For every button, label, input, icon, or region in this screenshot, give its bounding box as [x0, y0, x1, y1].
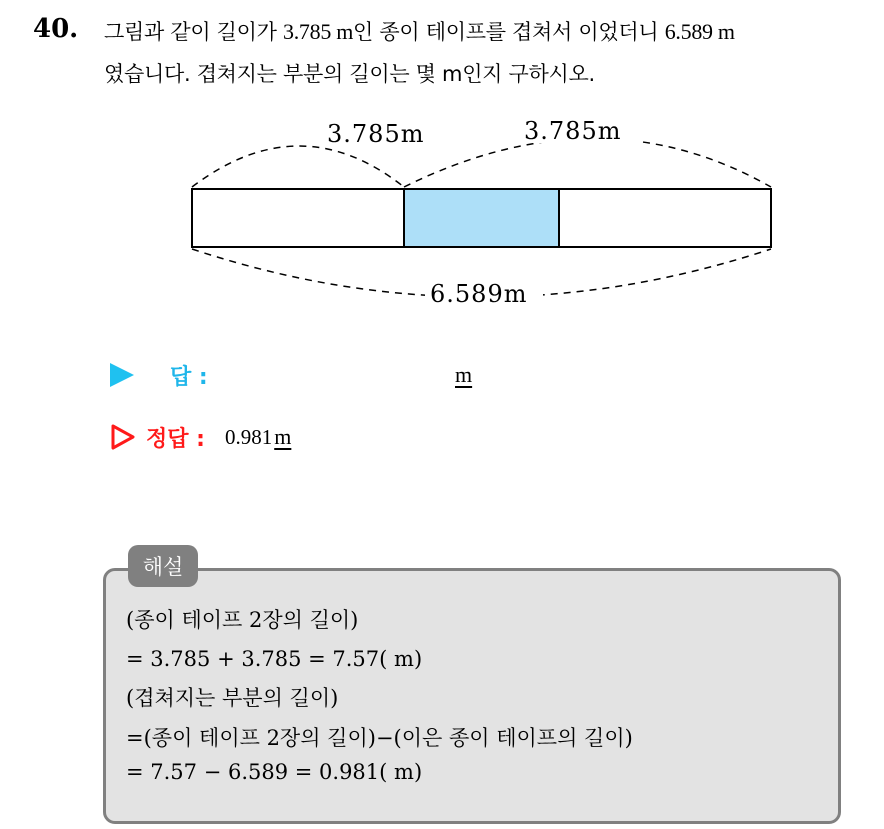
question-number: 40. — [33, 14, 79, 44]
right-tape-length-arc — [404, 139, 771, 188]
answer-unit: m — [455, 362, 473, 387]
explanation-line: = 7.57 − 6.589 = 0.981( m) — [126, 760, 423, 784]
solution-unit: m — [274, 424, 292, 449]
overlap-section — [404, 189, 559, 247]
question-text-part: 인 종이 테이프를 겹쳐서 이었더니 — [353, 20, 665, 44]
total-length-value: 6.589 m — [664, 19, 735, 44]
explanation-tag: 해설 — [128, 545, 198, 587]
explanation-line: (겹쳐지는 부분의 길이) — [126, 686, 339, 710]
explanation-line: =(종이 테이프 2장의 길이)−(이은 종이 테이프의 길이) — [126, 726, 633, 750]
total-length-label: 6.589m — [430, 280, 528, 308]
solution-value: 0.981 — [224, 424, 273, 449]
solution-row — [110, 420, 291, 454]
explanation-line: = 3.785 + 3.785 = 7.57( m) — [126, 647, 423, 671]
tape-diagram — [0, 0, 884, 340]
outline-triangle-icon — [110, 424, 136, 450]
left-tape-length-label: 3.785m — [327, 120, 425, 148]
tape-length-value: 3.785 m — [283, 19, 354, 44]
explanation-line: (종이 테이프 2장의 길이) — [126, 608, 359, 632]
right-tape-length-label: 3.785m — [524, 117, 622, 145]
answer-label: 답 : — [170, 364, 208, 390]
play-triangle-icon — [110, 363, 134, 387]
question-text-line-2: 였습니다. 겹쳐지는 부분의 길이는 몇 m인지 구하시오. — [104, 62, 595, 86]
solution-label: 정답 : — [146, 426, 205, 452]
left-tape-length-arc — [192, 146, 404, 187]
question-text-part: 그림과 같이 길이가 — [104, 20, 284, 44]
answer-row — [110, 358, 208, 392]
